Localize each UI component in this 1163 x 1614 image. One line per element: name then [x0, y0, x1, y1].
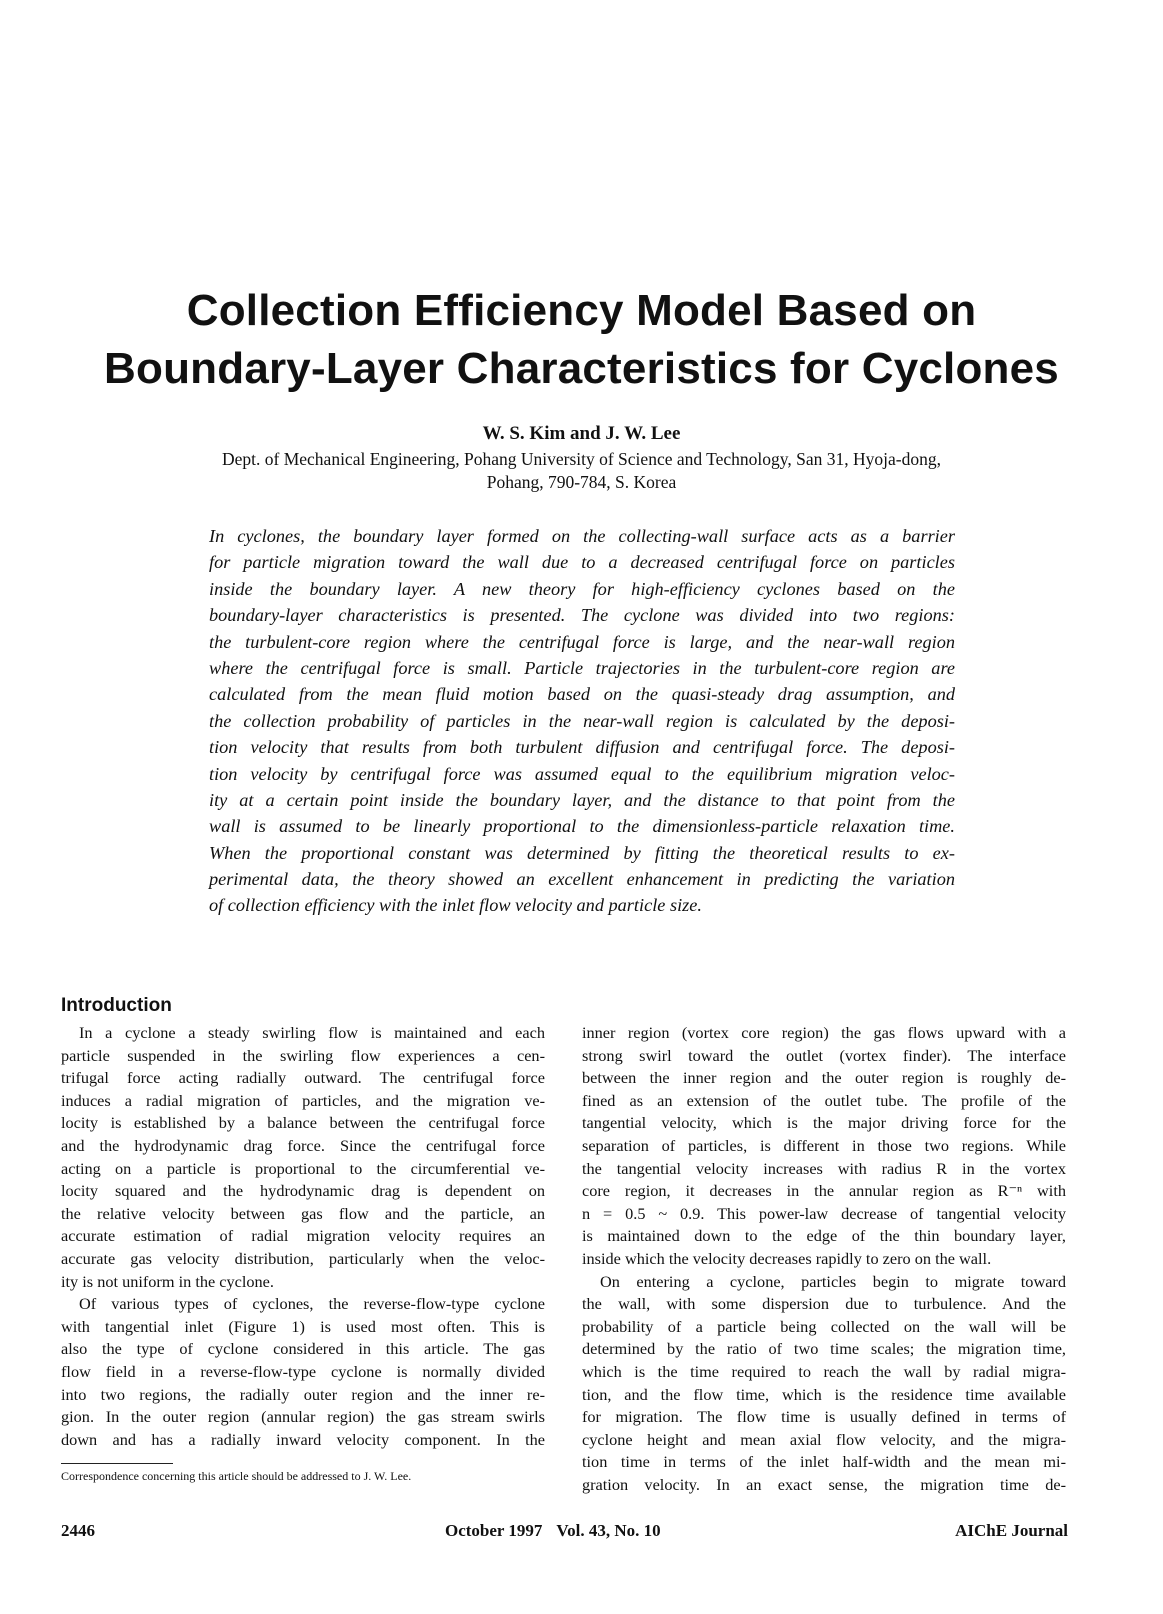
abstract-line: ity at a certain point inside the boundary layer, and the distance to that point from the — [209, 789, 955, 810]
body-line: flow field in a reverse-flow-type cyclone is normally divided — [61, 1361, 545, 1381]
body-column-right — [582, 1022, 1066, 1496]
body-line: tion time in terms of the inlet half-width and the mean mi- — [582, 1452, 1066, 1472]
abstract-line: wall is assumed to be linearly proportional to the dimensionless-particle relaxation time. — [209, 816, 955, 837]
body-line: accurate gas velocity distribution, particularly when the veloc- — [61, 1248, 545, 1268]
body-line: n = 0.5 ~ 0.9. This power-law decrease of tangential velocity — [582, 1203, 1066, 1223]
article-title — [60, 282, 1103, 398]
body-column-left — [61, 1022, 545, 1451]
body-line: In a cyclone a steady swirling flow is maintained and each — [79, 1023, 545, 1042]
body-line: into two regions, the radially outer region and the inner re- — [61, 1384, 545, 1404]
body-line: which is the time required to reach the wall by radial migra- — [582, 1361, 1066, 1381]
abstract-line: of collection efficiency with the inlet flow velocity and particle size. — [209, 895, 702, 916]
abstract-line: tion velocity by centrifugal force was assumed equal to the equilibrium migration veloc- — [209, 763, 955, 784]
body-line: locity squared and the hydrodynamic drag is dependent on — [61, 1181, 545, 1201]
abstract — [209, 523, 955, 919]
section-heading-introduction: Introduction — [61, 995, 172, 1016]
page-number: 2446 — [61, 1521, 95, 1540]
body-line: accurate estimation of radial migration velocity requires an — [61, 1226, 545, 1246]
body-line: the tangential velocity increases with radius R in the vortex — [582, 1158, 1066, 1178]
abstract-line: calculated from the mean fluid motion based on the quasi-steady drag assumption, and — [209, 684, 955, 705]
abstract-line: inside the boundary layer. A new theory for high-efficiency cyclones based on the — [209, 578, 955, 599]
journal-name: AIChE Journal — [955, 1521, 1068, 1540]
body-line: locity is established by a balance between the centrifugal force — [61, 1113, 545, 1133]
body-line: the wall, with some dispersion due to turbulence. And the — [582, 1294, 1066, 1314]
issue-info — [445, 1520, 745, 1542]
body-line: is maintained down to the edge of the thin boundary layer, — [582, 1226, 1066, 1246]
body-line: fined as an extension of the outlet tube. The profile of the — [582, 1090, 1066, 1110]
body-line: gion. In the outer region (annular region) the gas stream swirls — [61, 1407, 545, 1427]
correspondence-footnote: Correspondence concerning this article should be addressed to J. W. Lee. — [61, 1469, 412, 1483]
abstract-line: where the centrifugal force is small. Particle trajectories in the turbulent-core region are — [209, 657, 955, 678]
body-line: separation of particles, is different in those two regions. While — [582, 1135, 1066, 1155]
title-line: Boundary-Layer Characteristics for Cyclones — [104, 344, 1059, 393]
affiliation-line: Pohang, 790-784, S. Korea — [486, 472, 677, 492]
body-line: inner region (vortex core region) the gas flows upward with a — [582, 1023, 1066, 1042]
abstract-line: boundary-layer characteristics is presented. The cyclone was divided into two regions: — [209, 605, 955, 626]
body-line: On entering a cyclone, particles begin to migrate toward — [600, 1271, 1066, 1291]
abstract-line: In cyclones, the boundary layer formed on the collecting-wall surface acts as a barrier — [209, 526, 955, 546]
abstract-line: When the proportional constant was determined by fitting the theoretical results to ex- — [209, 842, 955, 863]
issue-date: October 1997 — [445, 1521, 543, 1540]
body-line: core region, it decreases in the annular region as R⁻ⁿ with — [582, 1181, 1066, 1201]
footnote-divider — [61, 1463, 173, 1464]
body-line: down and has a radially inward velocity component. In the — [61, 1429, 545, 1449]
abstract-line: perimental data, the theory showed an excellent enhancement in predicting the variation — [209, 869, 955, 890]
body-line: induces a radial migration of particles, and the migration ve- — [61, 1090, 545, 1110]
affiliation — [60, 448, 1103, 494]
body-line: the relative velocity between gas flow and the particle, an — [61, 1203, 545, 1223]
body-line: tion, and the flow time, which is the residence time available — [582, 1384, 1066, 1404]
affiliation-line: Dept. of Mechanical Engineering, Pohang University of Science and Technology, San 31, Hyoja-dong, — [221, 449, 941, 469]
body-line: probability of a particle being collected on the wall will be — [582, 1316, 1066, 1336]
body-line: tangential velocity, which is the major driving force for the — [582, 1113, 1066, 1133]
body-line: cyclone height and mean axial flow velocity, and the migra- — [582, 1429, 1066, 1449]
body-line: ity is not uniform in the cyclone. — [61, 1271, 274, 1291]
body-line: strong swirl toward the outlet (vortex finder). The interface — [582, 1045, 1066, 1065]
body-line: also the type of cyclone considered in this article. The gas — [61, 1339, 545, 1359]
body-line: trifugal force acting radially outward. The centrifugal force — [61, 1068, 545, 1088]
body-line: with tangential inlet (Figure 1) is used most often. This is — [61, 1316, 545, 1336]
body-line: particle suspended in the swirling flow experiences a cen- — [61, 1045, 545, 1065]
body-line: acting on a particle is proportional to the circumferential ve- — [61, 1158, 545, 1178]
abstract-line: the collection probability of particles in the near-wall region is calculated by the deposi- — [209, 710, 955, 731]
body-line: determined by the ratio of two time scales; the migration time, — [582, 1339, 1066, 1359]
volume-number: Vol. 43, No. 10 — [556, 1521, 661, 1540]
abstract-line: tion velocity that results from both turbulent diffusion and centrifugal force. The deposi- — [209, 737, 955, 758]
body-line: inside which the velocity decreases rapidly to zero on the wall. — [582, 1248, 992, 1268]
title-line: Collection Efficiency Model Based on — [186, 286, 977, 335]
abstract-line: the turbulent-core region where the centrifugal force is large, and the near-wall region — [209, 631, 955, 652]
body-line: gration velocity. In an exact sense, the migration time de- — [582, 1474, 1066, 1494]
body-line: Of various types of cyclones, the reverse-flow-type cyclone — [79, 1294, 545, 1314]
abstract-line: for particle migration toward the wall due to a decreased centrifugal force on particles — [209, 552, 955, 573]
body-line: between the inner region and the outer region is roughly de- — [582, 1068, 1066, 1088]
body-line: for migration. The flow time is usually defined in terms of — [582, 1407, 1066, 1427]
author-list: W. S. Kim and J. W. Lee — [482, 423, 681, 444]
body-line: and the hydrodynamic drag force. Since the centrifugal force — [61, 1135, 545, 1155]
